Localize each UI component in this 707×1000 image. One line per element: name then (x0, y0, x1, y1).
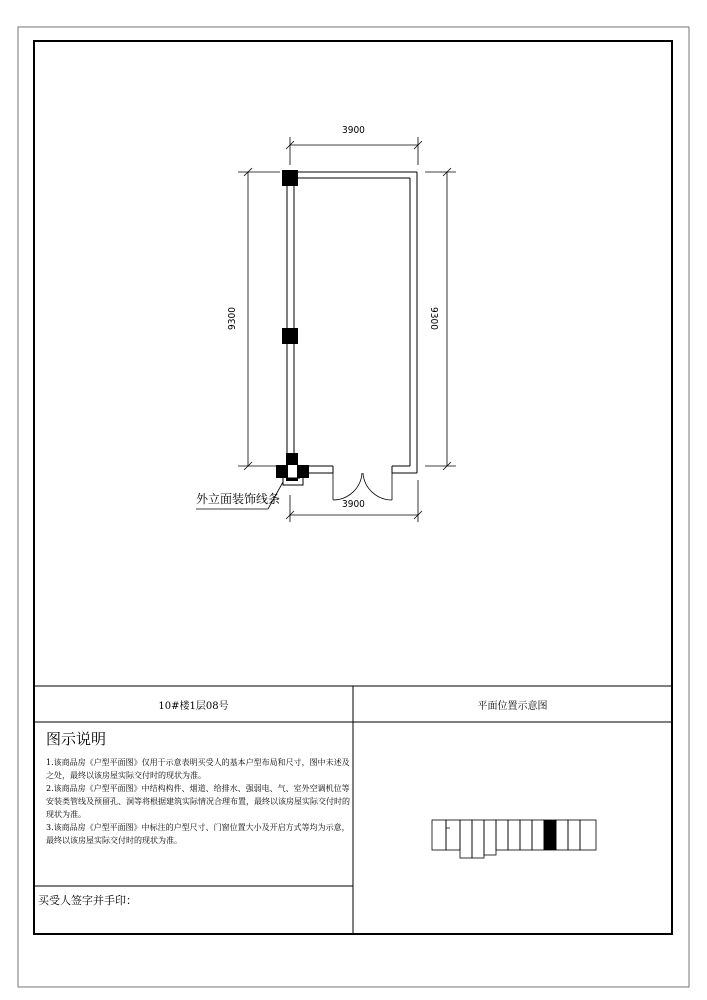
buyer-signature-label: 买受人签字并手印： (38, 894, 137, 907)
dimension-lines (238, 137, 456, 522)
site-key-plan (432, 820, 596, 858)
column-bottom-left (276, 465, 288, 478)
legend-note: 3.该商品房《户型平面图》中标注的户型尺寸、门窗位置大小及开启方式等均为示意，最终以该房屋实际交付时的现状为准。 (46, 823, 350, 845)
legend-note: 1.该商品房《户型平面图》仅用于示意表明买受人的基本户型布局和尺寸，图中未述及之处，最终以该房屋实际交付时的现状为准。 (46, 758, 350, 780)
dim-left-label: 9300 (226, 307, 238, 330)
dim-right-label: 9300 (427, 307, 439, 330)
column-bottom-upper (286, 453, 298, 465)
legend-notes (46, 756, 350, 847)
door-double-swing (333, 473, 392, 500)
dim-top-label: 3900 (342, 125, 365, 136)
columns (276, 170, 309, 481)
position-diagram-title: 平面位置示意图 (477, 701, 548, 712)
column-mid-left (282, 328, 298, 344)
unit-number-title: 10#楼1层08号 (158, 701, 229, 712)
column-bottom-base (286, 478, 298, 481)
room-walls (283, 172, 417, 485)
legend-note: 2.该商品房《户型平面图》中结构构件、烟道、给排水、强弱电、气、室外空调机位等安装类管线及预留孔、洞等将根据建筑实际情况合理布置，最终以该房屋实际交付时的现状为准。 (46, 784, 350, 819)
column-top-left (282, 170, 298, 186)
molding-callout-label: 外立面装饰线条 (196, 492, 281, 506)
column-bottom-right (297, 465, 309, 478)
highlighted-unit (544, 820, 556, 850)
legend-title: 图示说明 (46, 730, 107, 748)
dim-bottom-label: 3900 (342, 499, 365, 510)
